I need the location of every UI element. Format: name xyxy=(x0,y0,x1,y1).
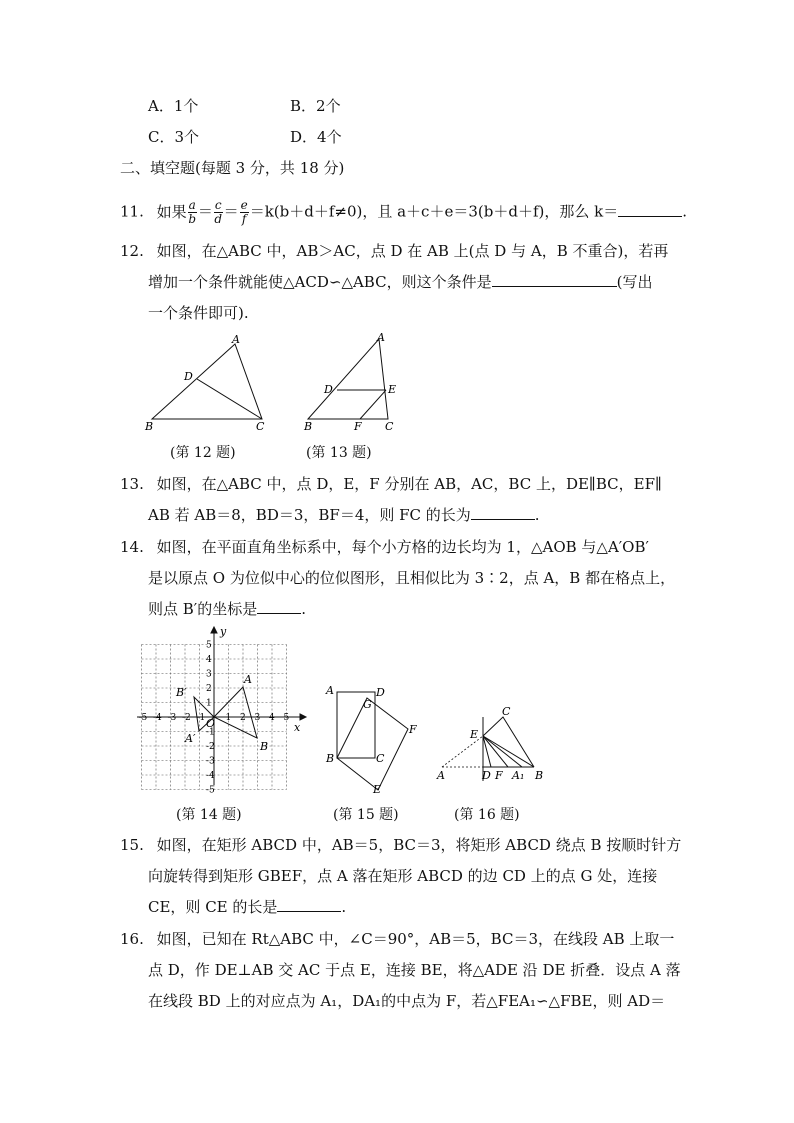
answer-blank[interactable] xyxy=(257,599,301,614)
fig13-label-a: A xyxy=(377,331,385,344)
y-tick-label: -2 xyxy=(206,742,215,752)
question-15-line1 xyxy=(120,835,681,855)
fig12-label-a: A xyxy=(232,333,240,346)
question-16-line1 xyxy=(120,929,674,949)
q12-text-2: 增加一个条件就能使△ACD∽△ABC，则这个条件是 xyxy=(148,273,492,291)
question-13-line1 xyxy=(120,474,662,494)
option-b: B．2个 xyxy=(290,97,341,115)
x-tick-label: 2 xyxy=(240,713,246,723)
fig15-label-c: C xyxy=(376,752,385,765)
question-11 xyxy=(120,199,687,226)
y-tick-label: 4 xyxy=(206,655,212,665)
q16-text-1: 如图，已知在 Rt△ABC 中，∠C＝90°，AB＝5，BC＝3，在线段 AB 上取一 xyxy=(156,930,675,948)
x-tick-label: 4 xyxy=(269,713,275,723)
q13-text-1: 如图，在△ABC 中，点 D，E，F 分别在 AB，AC，BC 上，DE∥BC，EF∥ xyxy=(156,475,662,493)
fig13-label-d: D xyxy=(324,383,333,396)
q16-text-2: 点 D，作 DE⊥AB 交 AC 于点 E，连接 BE，将△ADE 沿 DE 折叠．设点 A 落 xyxy=(148,961,681,979)
fig14-label-a-prime: A′ xyxy=(185,732,196,745)
q13-end: . xyxy=(534,506,540,524)
answer-blank[interactable] xyxy=(492,272,617,287)
question-12-line2 xyxy=(148,272,652,292)
figure-12-13 xyxy=(140,330,410,440)
y-tick-label: 3 xyxy=(206,669,212,680)
fig15-label-f: F xyxy=(409,723,417,736)
fig15-label-a: A xyxy=(326,684,334,697)
q15-text-1: 如图，在矩形 ABCD 中，AB＝5，BC＝3，将矩形 ABCD 绕点 B 按顺时针方 xyxy=(156,836,682,854)
y-tick-label: -5 xyxy=(206,785,215,793)
fig16-label-d: D xyxy=(482,769,491,782)
question-15-line3 xyxy=(148,897,346,917)
question-12-line1 xyxy=(120,241,668,261)
q14-text-2: 是以原点 O 为位似中心的位似图形，且相似比为 3∶2，点 A，B 都在格点上， xyxy=(148,569,676,587)
q15-end: . xyxy=(341,898,347,916)
answer-blank[interactable] xyxy=(618,202,682,217)
fig14-label-a: A xyxy=(244,673,252,686)
fig16-label-e: E xyxy=(470,728,479,741)
option-a: A．1个 xyxy=(148,97,199,115)
fig12-label-c: C xyxy=(256,420,265,433)
y-tick-label: 5 xyxy=(206,640,212,651)
fig12-label-b: B xyxy=(145,420,154,433)
x-tick-label: -4 xyxy=(153,713,162,723)
q11-end: . xyxy=(682,202,687,221)
x-tick-label: -1 xyxy=(196,713,206,723)
figure-12 xyxy=(152,344,262,419)
q12-text-1: 如图，在△ABC 中，AB＞AC，点 D 在 AB 上(点 D 与 A，B 不重合)，若再 xyxy=(156,242,669,260)
question-number: 14. xyxy=(120,538,144,556)
fraction-c-d: $\frac{c}{d}$ xyxy=(214,198,223,226)
fig14-label-b-prime: B′ xyxy=(176,686,187,699)
fig16-label-f: F xyxy=(495,769,503,782)
caption-14: (第 14 题) xyxy=(176,807,242,823)
fig13-label-b: B xyxy=(304,420,313,433)
q15-text-3: CE，则 CE 的长是 xyxy=(148,898,278,916)
fig15-label-d: D xyxy=(376,686,385,699)
y-tick-label: 1 xyxy=(206,698,212,709)
question-14-line1 xyxy=(120,537,649,557)
fig13-label-c: C xyxy=(385,420,394,433)
q11-text: ＝k(b＋d＋f≠0)，且 a＋c＋e＝3(b＋d＋f)，那么 k＝ xyxy=(249,202,619,221)
fig16-label-a: A xyxy=(437,769,445,782)
q12-text-2b: (写出 xyxy=(616,273,653,291)
question-14-line3 xyxy=(148,599,306,619)
fig15-label-e: E xyxy=(373,783,382,795)
q14-end: . xyxy=(301,600,306,618)
x-tick-label: 5 xyxy=(283,713,290,723)
fig16-label-a1: A₁ xyxy=(512,769,525,782)
figure-14 xyxy=(132,625,312,793)
x-tick-label: -3 xyxy=(167,713,177,723)
option-d: D．4个 xyxy=(290,128,342,146)
caption-12: (第 12 题) xyxy=(170,445,236,461)
figure-15 xyxy=(318,680,426,795)
y-tick-label: -4 xyxy=(206,771,215,781)
question-number: 12. xyxy=(120,242,144,260)
figure-13 xyxy=(308,339,388,419)
q14-text-3: 则点 B′的坐标是 xyxy=(148,600,258,618)
caption-13: (第 13 题) xyxy=(306,445,372,461)
answer-blank[interactable] xyxy=(471,505,535,520)
fraction-e-f: $\frac{e}{f}$ xyxy=(240,198,248,226)
fig15-label-g: G xyxy=(363,698,372,711)
caption-16: (第 16 题) xyxy=(454,807,520,823)
y-tick-label: 2 xyxy=(206,684,212,694)
fig12-label-d: D xyxy=(184,370,193,383)
fig16-label-b: B xyxy=(535,769,544,782)
question-13-line2 xyxy=(148,505,540,525)
section-title: 二、填空题(每题 3 分，共 18 分) xyxy=(120,159,345,177)
fig14-label-x: x xyxy=(294,721,301,734)
fig14-label-b: B xyxy=(260,740,269,753)
fig14-label-y: y xyxy=(220,625,227,638)
y-tick-label: -3 xyxy=(206,756,215,767)
fig15-label-b: B xyxy=(326,752,335,765)
q13-text-2: AB 若 AB＝8，BD＝3，BF＝4，则 FC 的长为 xyxy=(148,506,471,524)
question-number: 16. xyxy=(120,930,144,948)
option-c: C．3个 xyxy=(148,128,200,146)
question-number: 15. xyxy=(120,836,144,854)
q16-text-3: 在线段 BD 上的对应点为 A₁，DA₁的中点为 F，若△FEA₁∽△FBE，则 AD＝ xyxy=(148,992,666,1010)
fig16-label-c: C xyxy=(502,705,511,718)
fraction-a-b: $\frac{a}{b}$ xyxy=(188,198,197,226)
y-tick-label: -1 xyxy=(206,727,215,738)
axes xyxy=(137,627,306,785)
question-number: 13. xyxy=(120,475,144,493)
q11-eq2: ＝ xyxy=(223,202,239,221)
q14-text-1: 如图，在平面直角坐标系中，每个小方格的边长均为 1，△AOB 与△A′OB′ xyxy=(156,538,649,556)
q12-text-3: 一个条件即可). xyxy=(148,304,249,322)
figure-16 xyxy=(434,705,549,795)
x-tick-label: -5 xyxy=(138,713,148,723)
fig13-label-e: E xyxy=(388,383,397,396)
q15-text-2: 向旋转得到矩形 GBEF，点 A 落在矩形 ABCD 的边 CD 上的点 G 处，连接 xyxy=(148,867,658,885)
x-tick-label: 3 xyxy=(254,713,261,723)
x-tick-label: 1 xyxy=(225,713,232,723)
fig13-label-f: F xyxy=(354,420,362,433)
caption-15: (第 15 题) xyxy=(333,807,399,823)
fig14-label-o: O xyxy=(206,717,216,730)
q11-eq1: ＝ xyxy=(197,202,213,221)
q11-prefix: 如果 xyxy=(156,202,187,221)
answer-blank[interactable] xyxy=(277,897,341,912)
x-tick-label: -2 xyxy=(182,713,191,723)
question-number: 11. xyxy=(120,202,144,221)
